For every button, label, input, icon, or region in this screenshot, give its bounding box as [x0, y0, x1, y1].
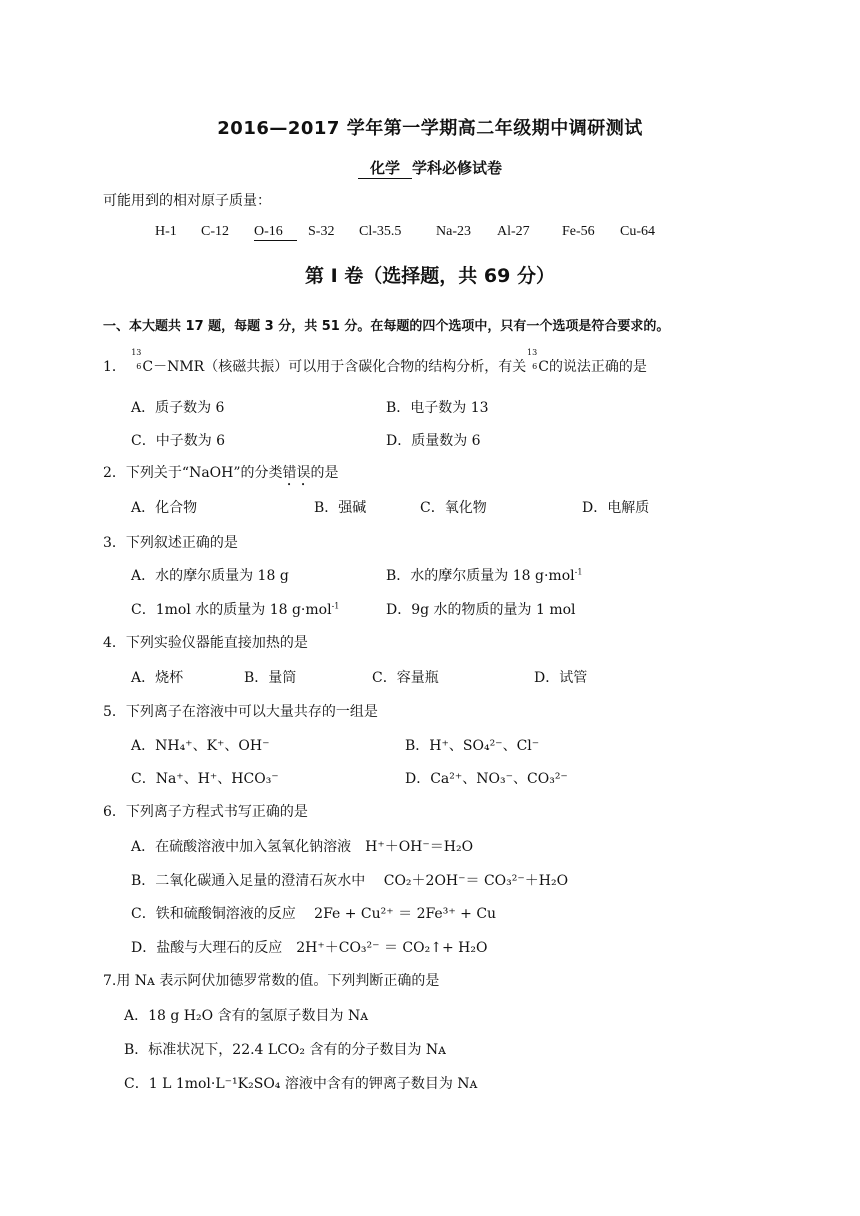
exam-subtitle [0, 157, 860, 179]
section-title: 第 I 卷（选择题，共 69 分） [305, 265, 555, 287]
question-1 [103, 348, 647, 376]
q5-option-b: B．H⁺、SO₄²⁻、Cl⁻ [405, 738, 540, 754]
question-4: 4．下列实验仪器能直接加热的是 [103, 635, 308, 651]
atomic-mass-h: H-1 [155, 224, 177, 239]
subtitle-rest: 学科必修试卷 [412, 159, 503, 177]
atomic-mass-na: Na-23 [436, 224, 471, 239]
q2-option-d: D．电解质 [582, 500, 650, 516]
exam-title: 2016—2017 学年第一学期高二年级期中调研测试 [217, 118, 643, 139]
q6-option-a: A．在硫酸溶液中加入氢氧化钠溶液 H⁺＋OH⁻＝H₂O [131, 839, 474, 855]
q4-option-c: C．容量瓶 [372, 670, 439, 686]
q3-option-d: D．9g 水的物质的量为 1 mol [386, 602, 576, 618]
q6-option-c: C．铁和硫酸铜溶液的反应 2Fe + Cu²⁺ ＝ 2Fe³⁺ + Cu [131, 906, 497, 922]
question-7: 7.用 Nᴀ 表示阿伏加德罗常数的值。下列判断正确的是 [103, 973, 440, 989]
q3-option-a: A．水的摩尔质量为 18 g [131, 568, 289, 584]
q5-option-a: A．NH₄⁺、K⁺、OH⁻ [131, 738, 270, 754]
question-2 [103, 462, 339, 489]
question-text-end: 的是 [310, 465, 339, 481]
question-6: 6．下列离子方程式书写正确的是 [103, 804, 308, 820]
q5-option-c: C．Na⁺、H⁺、HCO₃⁻ [131, 771, 279, 787]
element-symbol: C [538, 359, 549, 375]
q2-option-a: A．化合物 [131, 500, 198, 516]
q1-option-d: D．质量数为 6 [386, 433, 481, 449]
atomic-mass-fe: Fe-56 [562, 224, 595, 239]
q6-option-d: D．盐酸与大理石的反应 2H⁺＋CO₃²⁻ ＝ CO₂↑+ H₂O [131, 940, 488, 956]
part-description: 一、本大题共 17 题，每题 3 分，共 51 分。在每题的四个选项中，只有一个选项是符合要求的。 [103, 319, 670, 334]
q4-option-d: D．试管 [534, 670, 588, 686]
q3-option-b: B．水的摩尔质量为 18 g·mol$^{-1}$ [386, 567, 583, 584]
q4-option-a: A．烧杯 [131, 670, 184, 686]
question-5: 5．下列离子在溶液中可以大量共存的一组是 [103, 704, 378, 720]
q7-option-b: B．标准状况下，22.4 LCO₂ 含有的分子数目为 Nᴀ [124, 1042, 447, 1058]
q1-option-a: A．质子数为 6 [131, 400, 225, 416]
question-number: 1． [103, 359, 126, 375]
nuclide-symbol-2: 13 6 [527, 348, 538, 371]
q7-option-c: C．1 L 1mol·L⁻¹K₂SO₄ 溶液中含有的钾离子数目为 Nᴀ [124, 1076, 478, 1092]
atomic-mass-al: Al-27 [497, 224, 530, 239]
atomic-mass-cl: Cl-35.5 [359, 224, 402, 239]
atomic-mass-cu: Cu-64 [620, 224, 655, 239]
atomic-mass-c: C-12 [201, 224, 229, 239]
q2-option-c: C．氧化物 [420, 500, 487, 516]
question-text: 2．下列关于“NaOH”的分类 [103, 465, 283, 481]
q3-option-c: C．1mol 水的质量为 18 g·mol$^{-1}$ [131, 601, 340, 618]
question-3: 3．下列叙述正确的是 [103, 535, 238, 551]
subject-name: 化学 [358, 157, 412, 179]
nuclide-symbol: 13 6 [131, 348, 142, 371]
emphasized-word: 错误 [282, 465, 311, 481]
atomic-mass-s: S-32 [308, 224, 335, 239]
q4-option-b: B．量筒 [244, 670, 297, 686]
q1-option-c: C．中子数为 6 [131, 433, 226, 449]
atomic-mass-label: 可能用到的相对原子质量： [103, 193, 271, 209]
q5-option-d: D．Ca²⁺、NO₃⁻、CO₃²⁻ [405, 771, 568, 787]
q7-option-a: A．18 g H₂O 含有的氢原子数目为 Nᴀ [124, 1008, 369, 1024]
question-text: C－NMR（核磁共振）可以用于含碳化合物的结构分析，有关 [142, 359, 527, 375]
question-text-end: 的说法正确的是 [548, 359, 647, 375]
atomic-mass-o: O-16 [254, 224, 297, 241]
q2-option-b: B．强碱 [314, 500, 367, 516]
q6-option-b: B．二氧化碳通入足量的澄清石灰水中 CO₂＋2OH⁻＝ CO₃²⁻＋H₂O [131, 873, 569, 889]
q1-option-b: B．电子数为 13 [386, 400, 489, 416]
